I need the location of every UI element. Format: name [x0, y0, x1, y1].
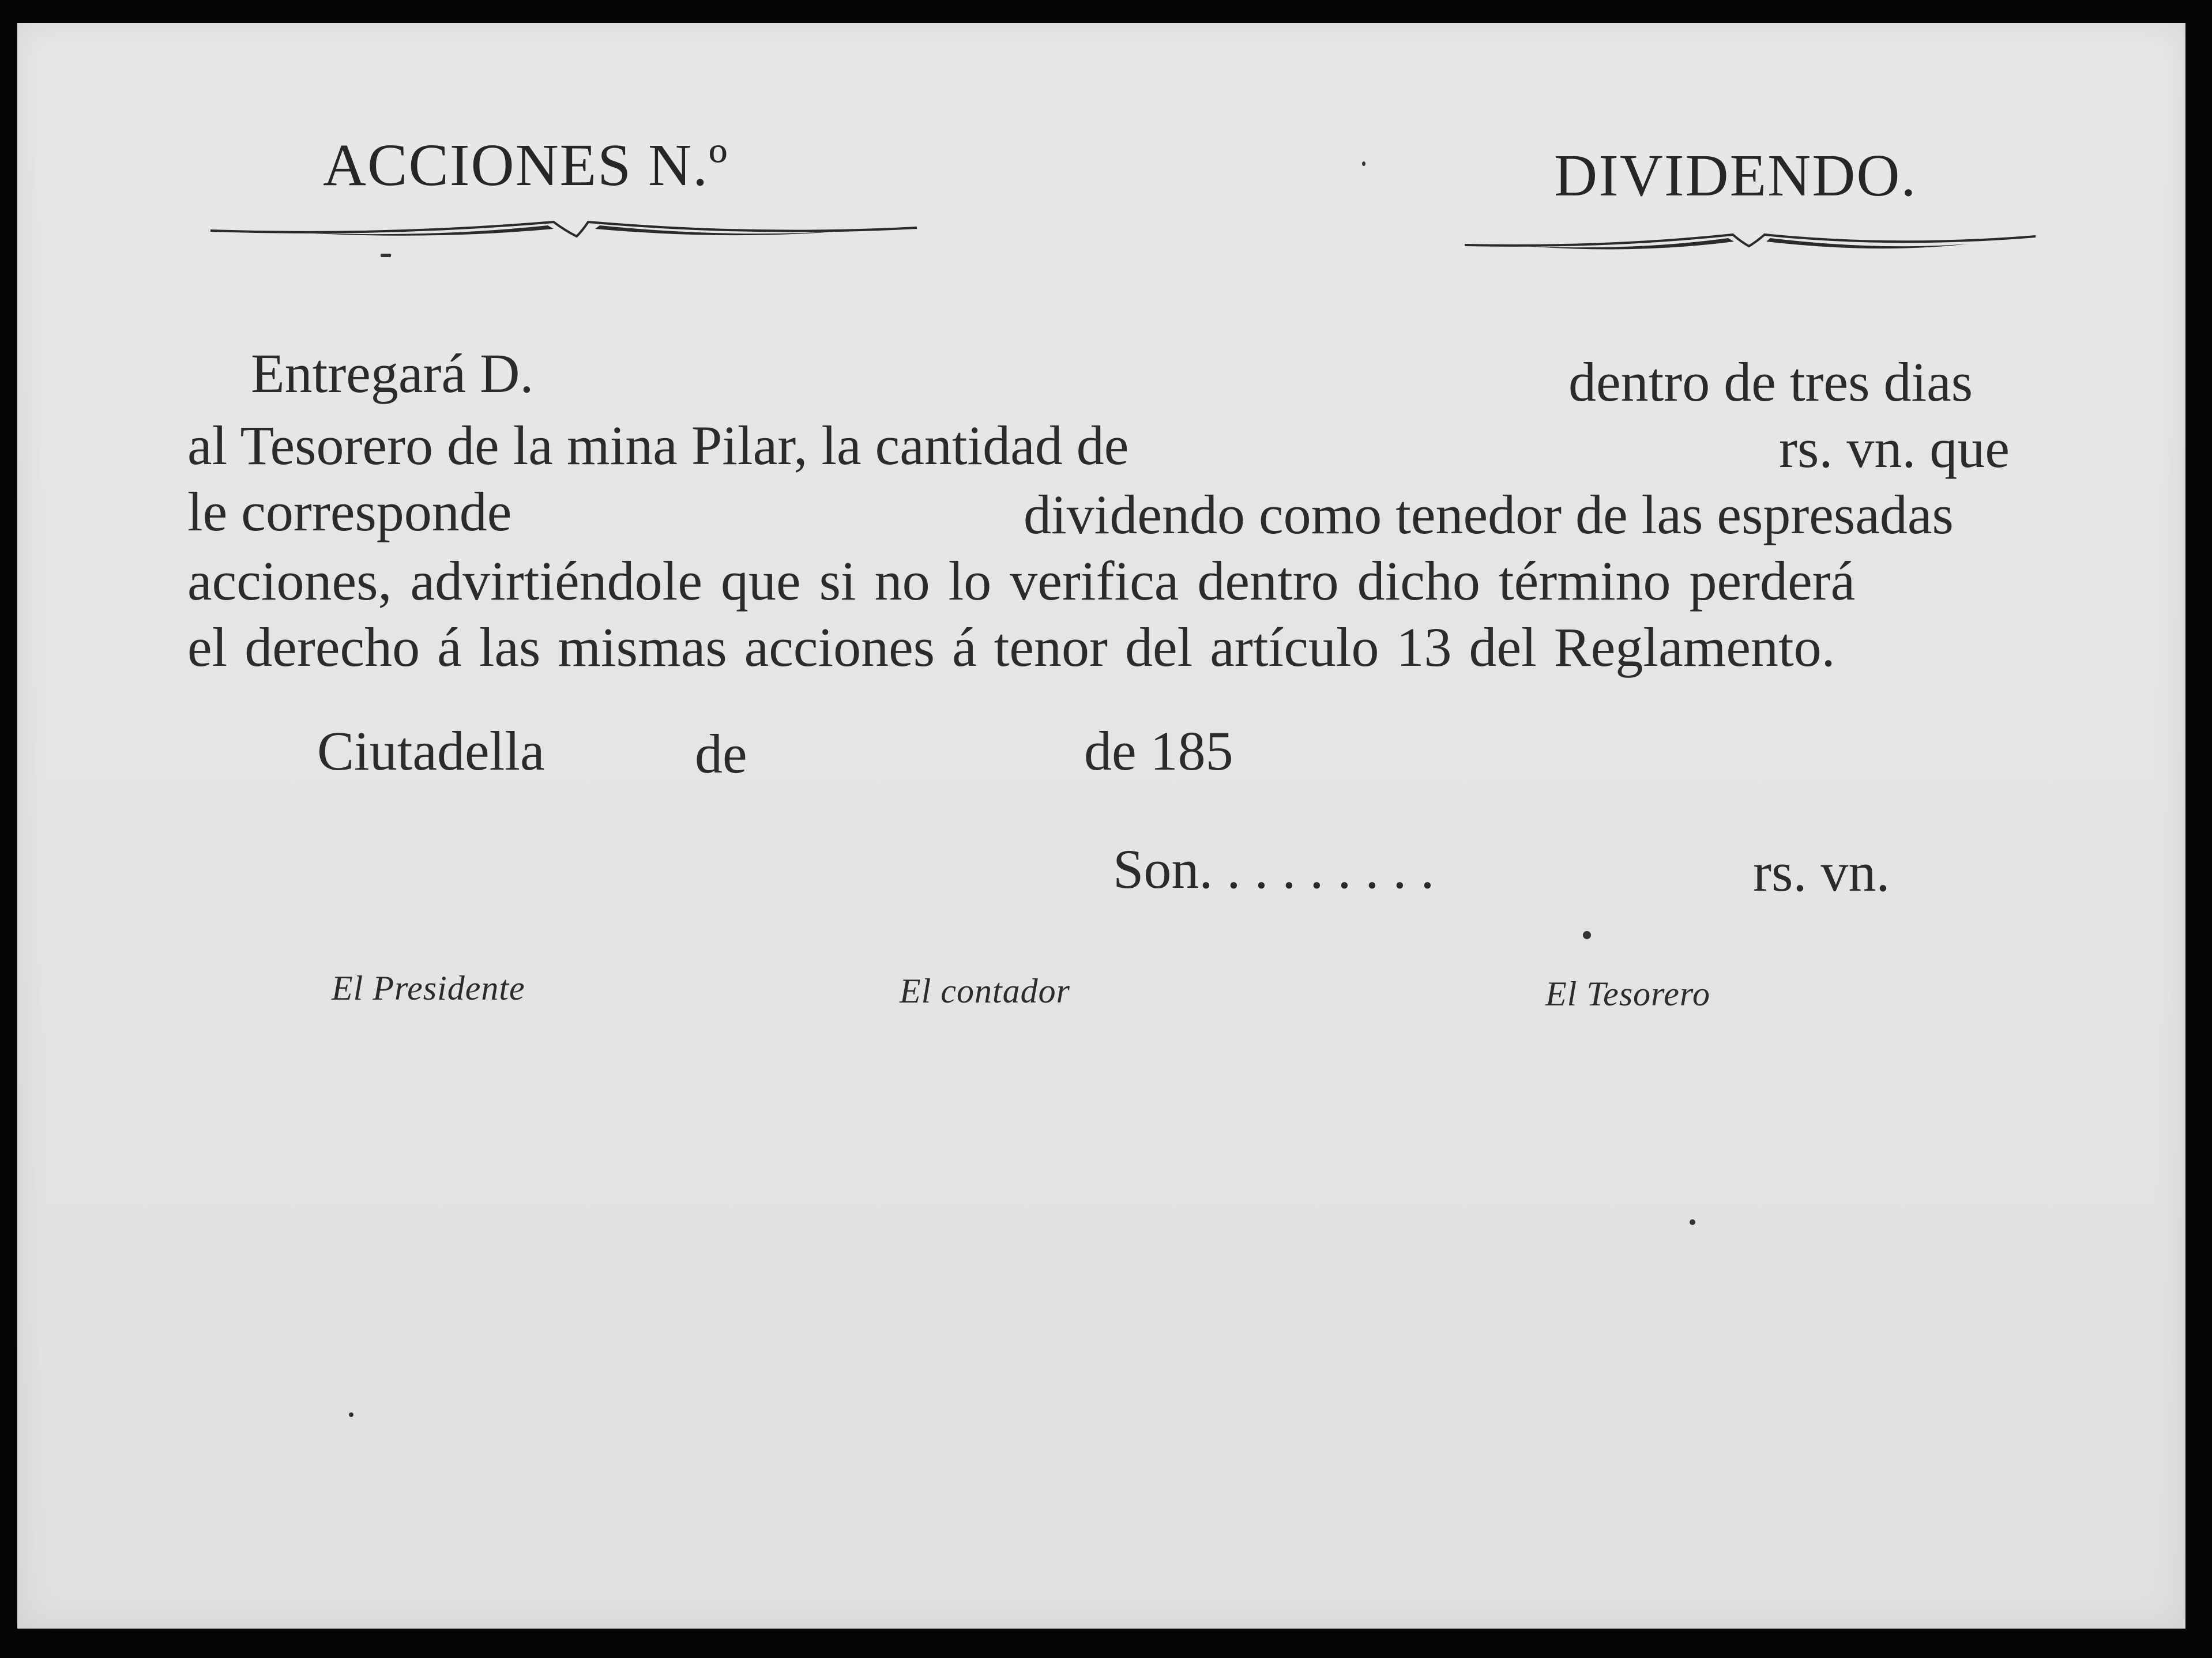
date-de-year: de 185: [1084, 720, 1233, 782]
ink-speck: [349, 1412, 353, 1417]
flourish-left-ornament: [208, 210, 923, 251]
heading-dividendo: DIVIDENDO.: [1554, 142, 1917, 209]
amount-son: Son. . . . . . . . .: [1113, 838, 1435, 900]
signature-treasurer-label: El Tesorero: [1545, 975, 1711, 1013]
amount-unit: rs. vn.: [1753, 841, 1890, 903]
ink-speck: [1362, 161, 1365, 166]
body-line-1-left: Entregará D.: [251, 342, 534, 404]
body-line-4: acciones, advirtiéndole que si no lo verifica dentro dicho término perderá: [187, 550, 1856, 612]
body-line-2-right: rs. vn. que: [1779, 417, 2010, 479]
body-line-5: el derecho á las mismas acciones á tenor del artículo 13 del Reglamento.: [187, 616, 1835, 678]
heading-acciones: ACCIONES N.º: [323, 132, 729, 198]
signature-president-label: El Presidente: [332, 969, 525, 1007]
date-place: Ciutadella: [317, 720, 545, 782]
body-line-3-left: le corresponde: [187, 481, 512, 542]
signature-accountant-label: El contador: [900, 972, 1070, 1010]
body-line-3-right: dividendo como tenedor de las espresadas: [1024, 484, 1954, 545]
ink-speck: [1690, 1219, 1695, 1225]
date-de-1: de: [695, 723, 747, 785]
document-paper: [17, 23, 2185, 1629]
ink-speck: [1583, 931, 1591, 939]
ink-speck: [381, 254, 391, 257]
body-line-2-left: al Tesorero de la mina Pilar, la cantidad de: [187, 414, 1129, 476]
body-line-1-right: dentro de tres dias: [1568, 351, 1973, 413]
flourish-right-ornament: [1462, 222, 2038, 257]
